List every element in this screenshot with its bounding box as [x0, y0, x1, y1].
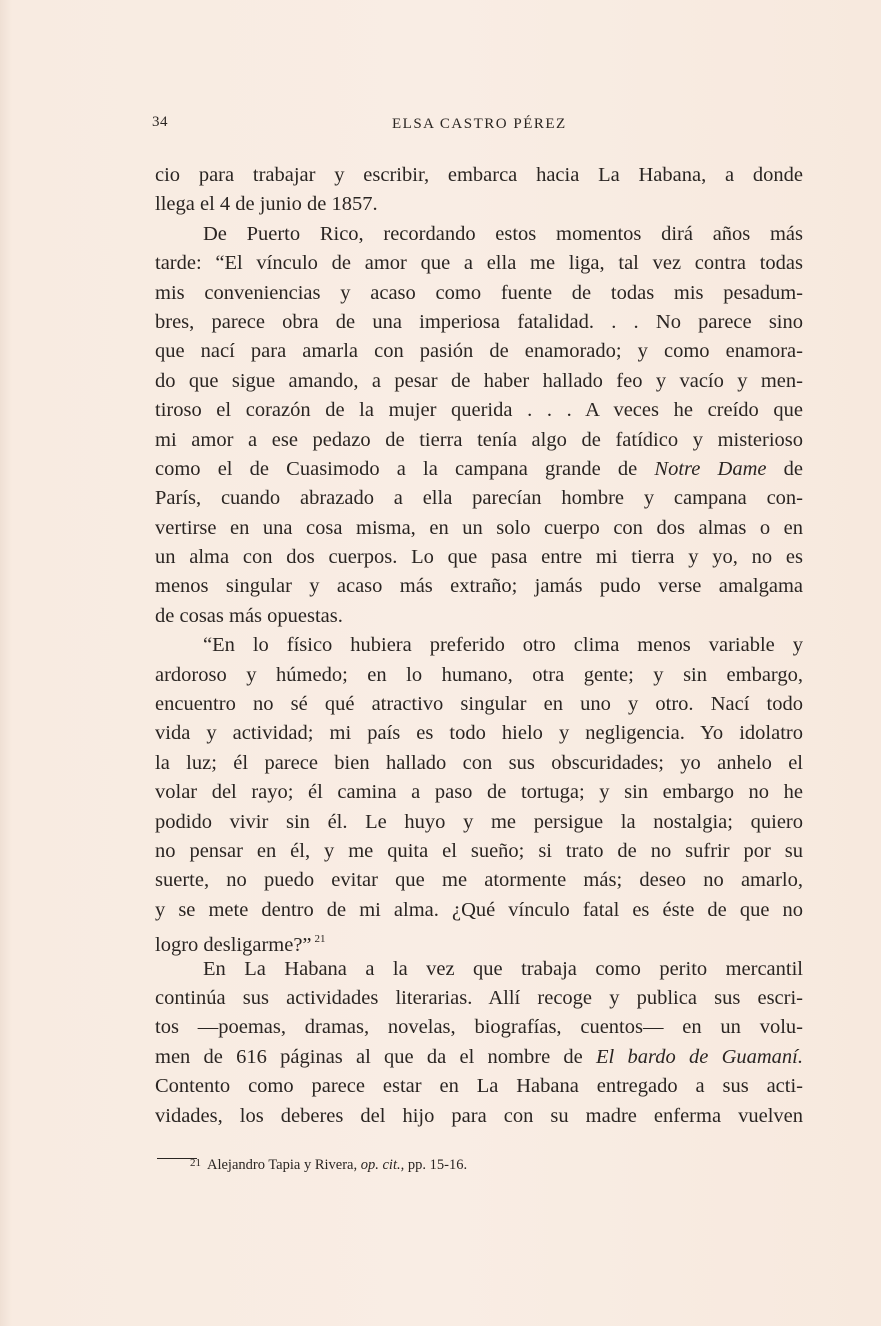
text-line: no pensar en él, y me quita el sueño; si trato de no sufrir por su [155, 839, 803, 862]
text-line [155, 455, 803, 484]
text-line: De Puerto Rico, recordando estos momentos dirá años más [203, 222, 803, 245]
text-line [155, 1043, 803, 1072]
text-line: En La Habana a la vez que trabaja como perito mercantil [203, 957, 803, 980]
text-line: tiroso el corazón de la mujer querida . . . A veces he creído que [155, 399, 803, 422]
body-text [155, 161, 803, 1131]
footnote-text: pp. 15-16. [407, 1157, 468, 1173]
footnote-italic: op. cit., [360, 1157, 405, 1173]
text-line: vertirse en una cosa misma, en un solo cuerpo con dos almas o en [155, 516, 803, 539]
text-line: bres, parece obra de una imperiosa fatalidad. . . No parece sino [155, 310, 803, 333]
text-line: tarde: “El vínculo de amor que a ella me liga, tal vez contra todas [155, 252, 803, 275]
text-line: “En lo físico hubiera preferido otro clima menos variable y [203, 634, 803, 657]
text-line: ardoroso y húmedo; en lo humano, otra gente; y sin embargo, [155, 663, 803, 686]
running-head [152, 114, 802, 138]
italic-title: El bardo de Guamaní. [596, 1045, 803, 1068]
text-line: mi amor a ese pedazo de tierra tenía algo de fatídico y misterioso [155, 428, 803, 451]
text-line: París, cuando abrazado a ella parecían hombre y campana con- [155, 487, 803, 510]
text-line: Contento como parece estar en La Habana entregado a sus acti- [155, 1075, 803, 1098]
text-line: cio para trabajar y escribir, embarca hacia La Habana, a donde [155, 164, 803, 186]
text-line: suerte, no puedo evitar que me atormente más; deseo no amarlo, [155, 869, 803, 892]
page-number: 34 [152, 114, 168, 130]
text-line: menos singular y acaso más extraño; jamás pudo verse amalgama [155, 575, 803, 598]
footnote-reference: 21 [314, 933, 326, 946]
running-head-author: ELSA CASTRO PÉREZ [392, 116, 567, 132]
text-line: tos —poemas, dramas, novelas, biografías, cuentos— en un volu- [155, 1016, 803, 1039]
text-line: de cosas más opuestas. [155, 604, 343, 627]
text-span: logro desligarme?” [155, 934, 312, 957]
footnote-number: 21 [190, 1157, 201, 1169]
text-line: llega el 4 de junio de 1857. [155, 193, 378, 216]
text-span: de [783, 457, 804, 480]
text-span: men de 616 páginas al que da el nombre de [155, 1045, 583, 1068]
footnote-text: Alejandro Tapia y Rivera, [207, 1157, 358, 1173]
text-line: vidades, los deberes del hijo para con su madre enferma vuelven [155, 1104, 803, 1127]
text-line: volar del rayo; él camina a paso de tortuga; y sin embargo no he [155, 781, 803, 804]
text-line: encuentro no sé qué atractivo singular en uno y otro. Nací todo [155, 693, 803, 716]
text-line: do que sigue amando, a pesar de haber hallado feo y vacío y men- [155, 369, 803, 392]
text-line: un alma con dos cuerpos. Lo que pasa entre mi tierra y yo, no es [155, 546, 803, 569]
text-line: la luz; él parece bien hallado con sus obscuridades; yo anhelo el [155, 751, 803, 774]
footnote [190, 1157, 467, 1174]
text-line: continúa sus actividades literarias. Allí recoge y publica sus escri- [155, 986, 803, 1009]
italic-title: Notre Dame [654, 457, 767, 480]
text-line: y se mete dentro de mi alma. ¿Qué vínculo fatal es éste de que no [155, 898, 803, 921]
text-line: podido vivir sin él. Le huyo y me persigue la nostalgia; quiero [155, 810, 803, 833]
text-line: mis conveniencias y acaso como fuente de todas mis pesadum- [155, 281, 803, 304]
text-line [155, 925, 803, 957]
text-line: que nací para amarla con pasión de enamorado; y como enamora- [155, 340, 803, 363]
text-span: como el de Cuasimodo a la campana grande de [155, 457, 638, 480]
text-line: vida y actividad; mi país es todo hielo y negligencia. Yo idolatro [155, 722, 803, 745]
